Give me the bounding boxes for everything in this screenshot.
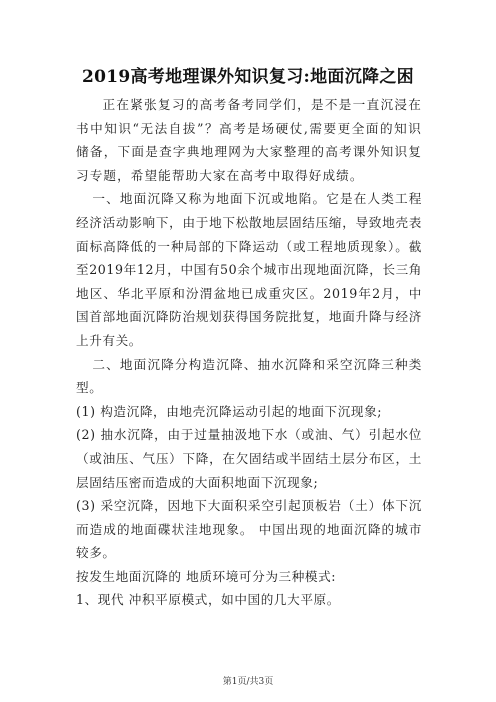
intro-paragraph: 正在紧张复习的高考备考同学们，是不是一直沉浸在书中知识“无法自拔”？高考是场硬仗,需要更全面的知识储备，下面是查字典地理网为大家整理的高考课外知识复习专题，希望能帮助大家在高考中取得好成绩。 — [76, 97, 422, 183]
list-item: (2) 抽水沉降，由于过量抽汲地下水（或油、气）引起水位（或油压、气压）下降，在欠固结或半固结土层分布区，土层固结压密而造成的大面积地面下沉现象; — [76, 427, 422, 490]
definition-paragraph: 一、地面沉降又称为地面下沉或地陷。它是在人类工程经济活动影响下，由于地下松散地层固结压缩，导致地壳表面标高降低的一种局部的下降运动（或工程地质现象）。截至2019年12月，中国有50余个城市出现地面沉降，长三角地区、华北平原和汾渭盆地已成重灾区。2019年2月，中国首部地面沉降防治规划获得国务院批复，地面升降与经济上升有关。 — [76, 191, 422, 348]
page-number: 第1页/共3页 — [222, 677, 274, 687]
document-title: 2019高考地理课外知识复习:地面沉降之困 — [82, 67, 414, 87]
list-item: (1) 构造沉降，由地壳沉降运动引起的地面下沉现象; — [76, 403, 383, 419]
document-body — [76, 93, 422, 612]
list-item: 按发生地面沉降的 地质环境可分为三种模式: — [76, 568, 337, 584]
types-paragraph: 二、地面沉降分构造沉降、抽水沉降和采空沉降三种类型。 — [76, 356, 422, 396]
list-item: (3) 采空沉降，因地下大面积采空引起顶板岩（土）体下沉而造成的地面碟状洼地现象。 中国出现的地面沉降的城市较多。 — [76, 498, 422, 561]
list-item: 1、现代 冲积平原模式，如中国的几大平原。 — [76, 592, 340, 608]
